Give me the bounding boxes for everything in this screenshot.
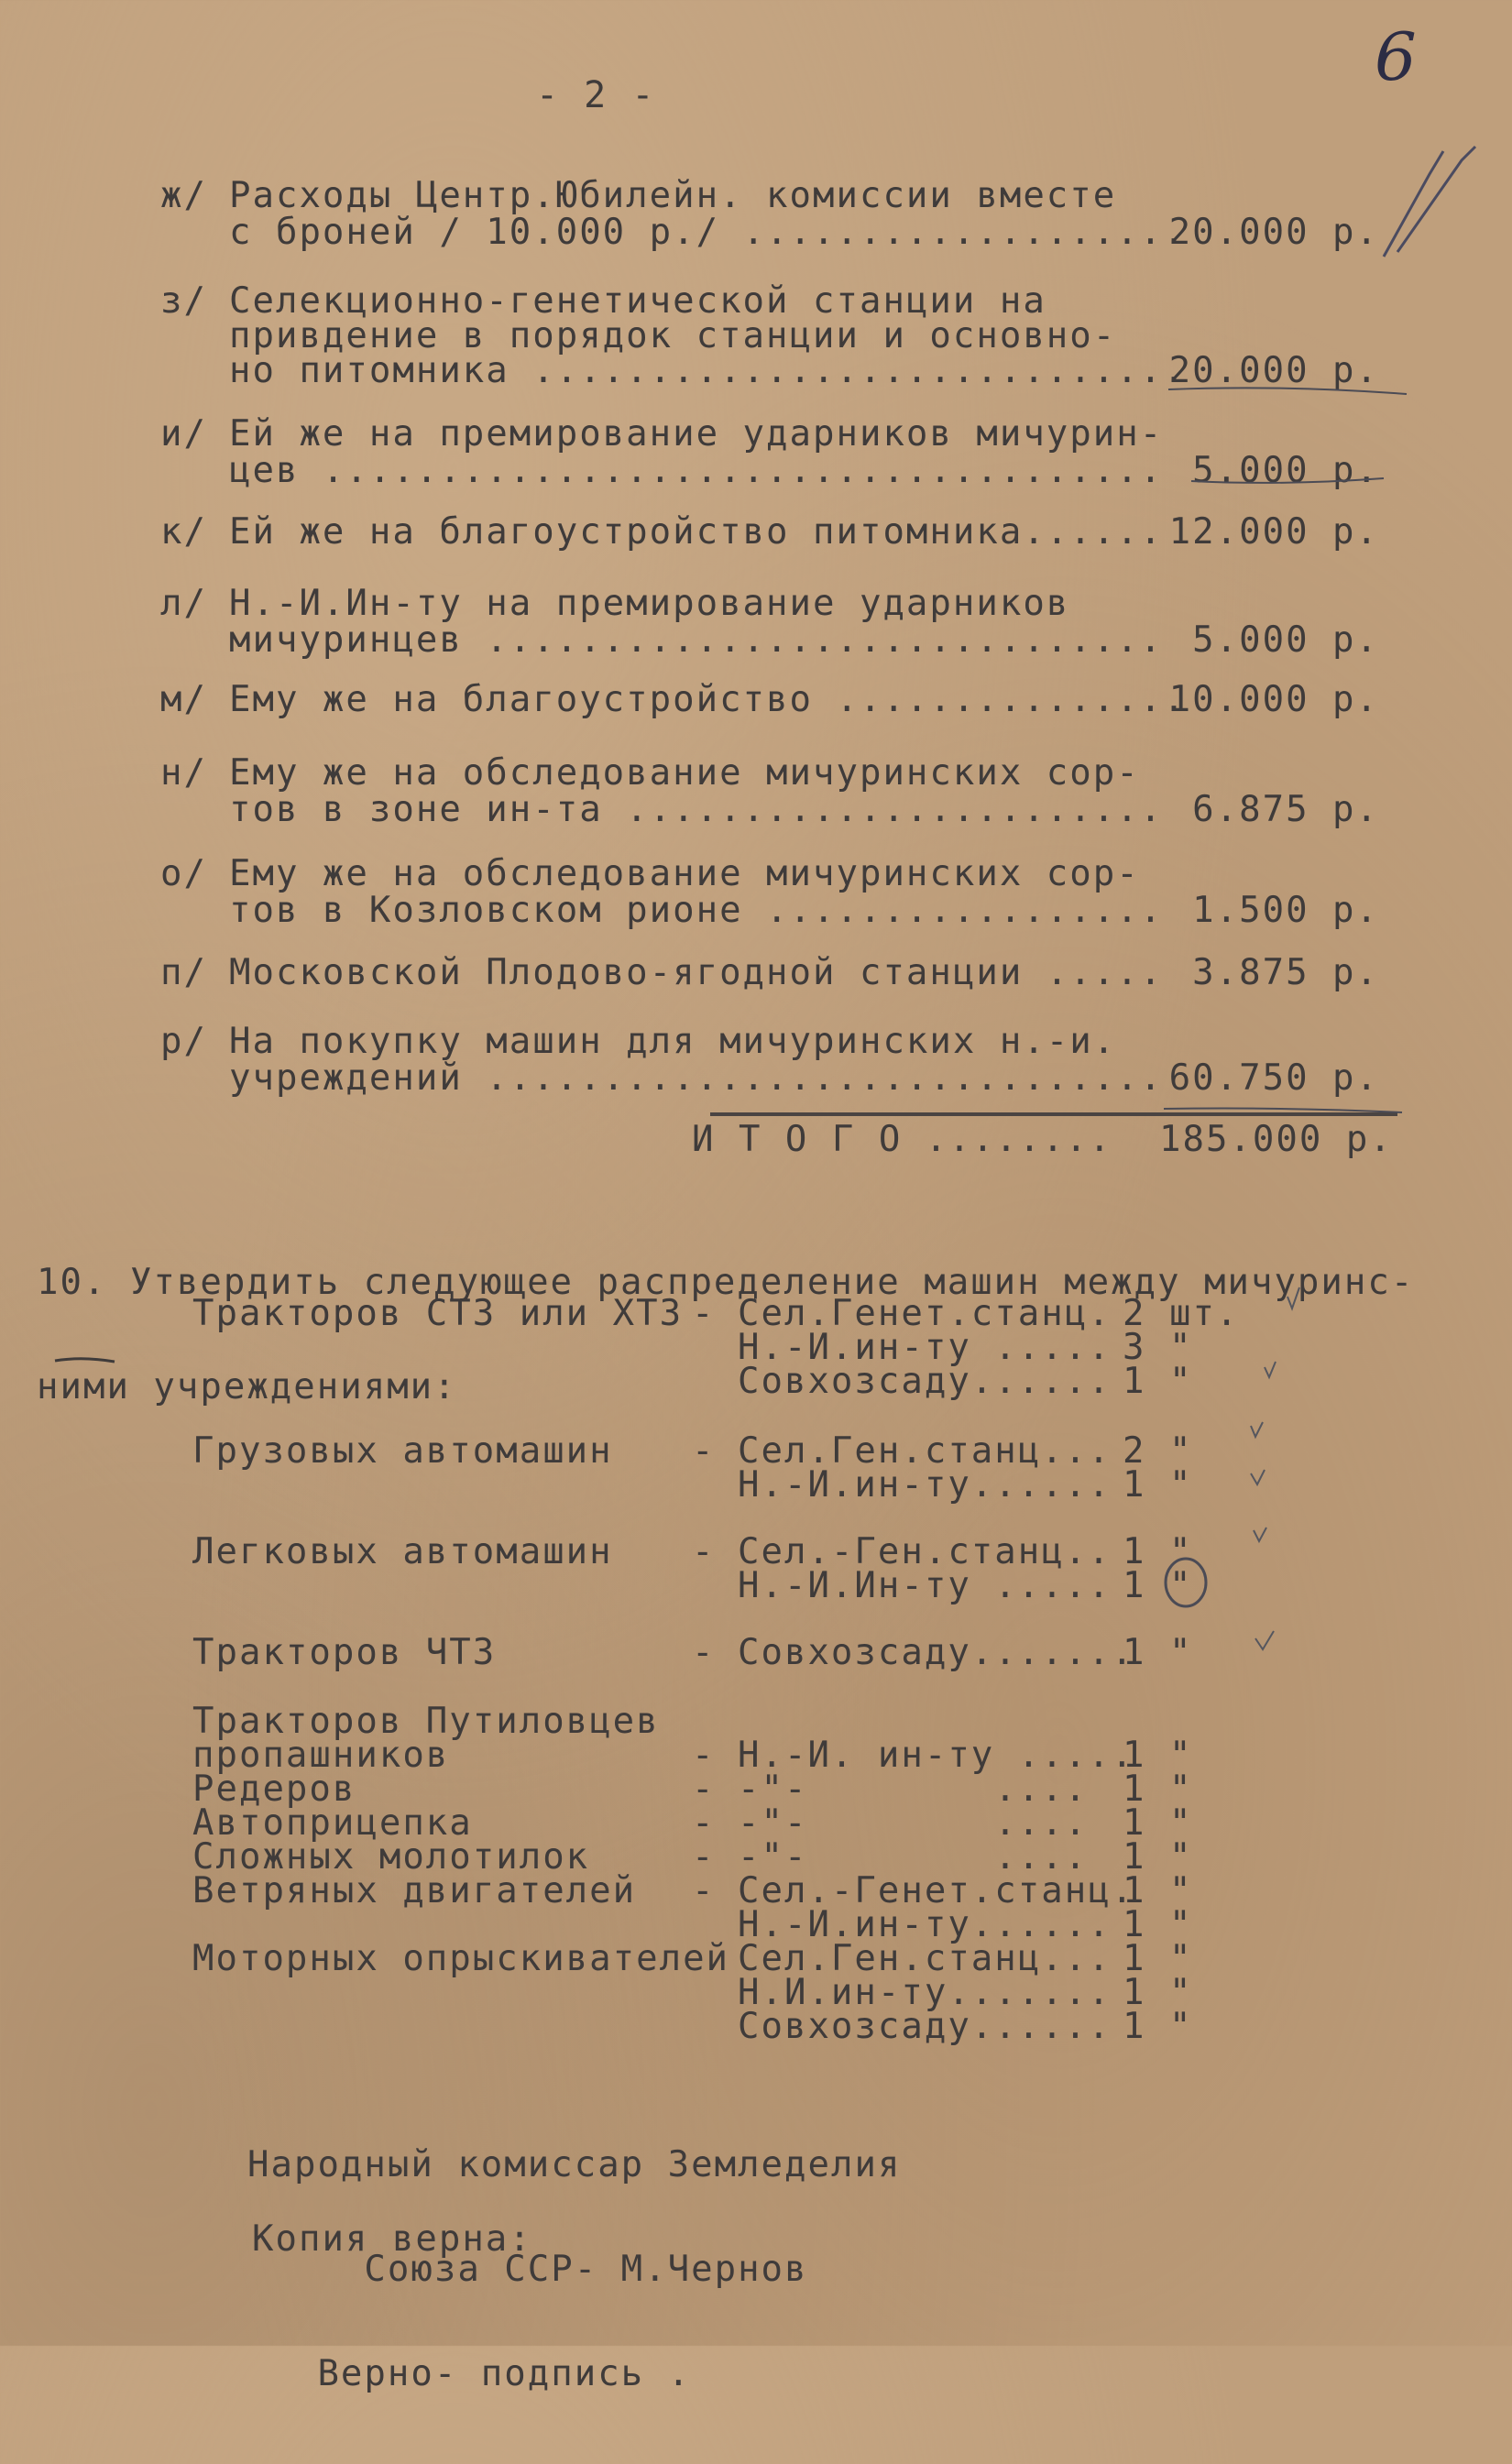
item-marker: л/: [160, 583, 207, 624]
item-amount: 12.000 р.: [1168, 511, 1379, 553]
dash: -: [692, 1531, 716, 1572]
underline-mark: [1164, 1109, 1402, 1113]
dash: -: [692, 1293, 716, 1334]
item-line: привдение в порядок станции и основно-: [229, 315, 1117, 356]
machine-qty: 1 ": [1123, 1870, 1193, 1911]
check-mark: [1254, 1528, 1266, 1541]
machine-qty: 1 ": [1123, 1938, 1193, 1979]
machine-recipient: Н.-И.ин-ту......: [738, 1464, 1112, 1506]
item-line: Ему же на обследование мичуринских сор-: [229, 853, 1140, 894]
machine-qty: 3 ": [1123, 1327, 1193, 1368]
machine-recipient: Н.-И. ин-ту .....: [738, 1735, 1135, 1776]
dash: -: [692, 1430, 716, 1472]
check-mark: [1255, 1631, 1274, 1649]
circle-mark: [1166, 1559, 1206, 1606]
item-marker: и/: [160, 413, 207, 454]
machine-label: Моторных опрыскивателей: [192, 1938, 730, 1979]
dash: -: [692, 1870, 716, 1911]
item-marker: м/: [160, 679, 207, 720]
machine-qty: 1 ": [1123, 1361, 1193, 1402]
item-amount: 5.000 р.: [1192, 450, 1379, 491]
machine-label: Автоприцепка: [192, 1802, 473, 1844]
check-mark: [1384, 151, 1443, 257]
dash: -: [692, 1802, 716, 1844]
item-line: Ей же на благоустройство питомника......: [229, 511, 1164, 553]
item-line: тов в зоне ин-та .......................: [229, 789, 1164, 830]
machine-qty: 2 ": [1123, 1430, 1193, 1472]
item-line: цев ....................................: [229, 450, 1164, 491]
machine-recipient: Совхозсаду......: [738, 2006, 1112, 2047]
item-marker: ж/: [160, 175, 207, 216]
section-line: 10. Утвердить следующее распределение машин между мичуринс-: [37, 1262, 1415, 1303]
machine-recipient: Н.-И.ин-ту .....: [738, 1327, 1112, 1368]
machine-recipient: Н.И.ин-ту.......: [738, 1972, 1112, 2013]
signature-line: Верно- подпись .: [247, 2353, 692, 2394]
machine-recipient: Н.-И.ин-ту......: [738, 1904, 1112, 1945]
item-marker: к/: [160, 511, 207, 553]
machine-qty: 1 ": [1123, 1464, 1193, 1506]
item-line: Ей же на премирование ударников мичурин-: [229, 413, 1164, 454]
copy-note: Копия верна:: [252, 2218, 532, 2260]
machine-qty: 1 ": [1123, 1735, 1193, 1776]
machine-recipient: Н.-И.Ин-ту .....: [738, 1565, 1112, 1606]
signature-line: Союза ССР- М.Чернов: [247, 2249, 808, 2290]
dash: -: [692, 1769, 716, 1810]
machine-recipient: Совхозсаду......: [738, 1361, 1112, 1402]
underline-mark: [1191, 478, 1384, 483]
item-amount: 6.875 р.: [1192, 789, 1379, 830]
item-amount: 20.000 р.: [1168, 350, 1379, 391]
machine-recipient: -"- ....: [738, 1769, 1089, 1810]
machine-qty: 1 ": [1123, 1836, 1193, 1878]
item-marker: о/: [160, 853, 207, 894]
check-mark: [1287, 1287, 1299, 1309]
machine-qty: 1 ": [1123, 1904, 1193, 1945]
machine-qty: 1 ": [1123, 1531, 1193, 1572]
check-mark: [1251, 1422, 1263, 1437]
item-line: Н.-И.Ин-ту на премирование ударников: [229, 583, 1070, 624]
page-number: - 2 -: [536, 74, 656, 116]
item-marker: р/: [160, 1021, 207, 1062]
machine-label: Легковых автомашин: [192, 1531, 613, 1572]
item-line: тов в Козловском рионе .................: [229, 890, 1164, 931]
item-line: Ему же на обследование мичуринских сор-: [229, 752, 1140, 794]
item-line: учреждений .............................: [229, 1057, 1164, 1099]
machine-recipient: Сел.-Ген.станц..: [738, 1531, 1112, 1572]
total-label: И Т О Г О ........: [692, 1119, 1112, 1160]
machine-recipient: Сел.-Генет.станц.: [738, 1870, 1135, 1911]
machine-recipient: Сел.Генет.станц.: [738, 1293, 1112, 1334]
stray-mark: [55, 1359, 115, 1362]
machine-recipient: Сел.Ген.станц...: [738, 1938, 1112, 1979]
item-amount: 5.000 р.: [1192, 619, 1379, 661]
check-mark: [1251, 1470, 1265, 1484]
item-line: Ему же на благоустройство ...............: [229, 679, 1187, 720]
item-marker: н/: [160, 752, 207, 794]
item-line: Московской Плодово-ягодной станции .....: [229, 952, 1164, 993]
machine-label: Грузовых автомашин: [192, 1430, 613, 1472]
machine-recipient: -"- ....: [738, 1836, 1089, 1878]
item-amount: 60.750 р.: [1168, 1057, 1379, 1099]
machine-label: пропашников: [192, 1735, 450, 1776]
machine-label: Тракторов СТЗ или ХТЗ: [192, 1293, 684, 1334]
machine-label: Редеров: [192, 1769, 356, 1810]
total-amount: 185.000 р.: [1159, 1119, 1393, 1160]
signature-line: Народный комиссар Земледелия: [247, 2144, 902, 2185]
item-marker: п/: [160, 952, 207, 993]
item-amount: 20.000 р.: [1168, 212, 1379, 253]
item-line: Селекционно-генетической станции на: [229, 280, 1046, 322]
dash: -: [692, 1632, 716, 1673]
machine-qty: 1 ": [1123, 1632, 1193, 1673]
dash: -: [692, 1735, 716, 1776]
machine-qty: 1 ": [1123, 1769, 1193, 1810]
item-line: На покупку машин для мичуринских н.-и.: [229, 1021, 1117, 1062]
item-line: мичуринцев .............................: [229, 619, 1164, 661]
machine-label: Тракторов ЧТЗ: [192, 1632, 497, 1673]
machine-label: Тракторов Путиловцев: [192, 1701, 660, 1742]
machine-qty: 1 ": [1123, 2006, 1193, 2047]
machine-qty: 1 ": [1123, 1565, 1193, 1606]
item-line: Расходы Центр.Юбилейн. комиссии вместе: [229, 175, 1117, 216]
dash: -: [692, 1836, 716, 1878]
item-amount: 3.875 р.: [1192, 952, 1379, 993]
machine-qty: 2 шт.: [1123, 1293, 1240, 1334]
machine-recipient: Сел.Ген.станц...: [738, 1430, 1112, 1472]
machine-recipient: Совхозсаду.......: [738, 1632, 1135, 1673]
underline-mark: [1168, 388, 1407, 394]
archive-number: 6: [1375, 18, 1417, 95]
machine-qty: 1 ": [1123, 1972, 1193, 2013]
machine-recipient: -"- ....: [738, 1802, 1089, 1844]
item-amount: 1.500 р.: [1192, 890, 1379, 931]
machine-label: Ветряных двигателей: [192, 1870, 637, 1911]
item-amount: 10.000 р.: [1168, 679, 1379, 720]
section-line: ними учреждениями:: [37, 1366, 457, 1407]
machine-qty: 1 ": [1123, 1802, 1193, 1844]
machine-label: Сложных молотилок: [192, 1836, 590, 1878]
check-mark: [1265, 1362, 1276, 1377]
item-line: но питомника ............................: [229, 350, 1187, 391]
item-line: с броней / 10.000 р./ ...................: [229, 212, 1187, 253]
item-marker: з/: [160, 280, 207, 322]
